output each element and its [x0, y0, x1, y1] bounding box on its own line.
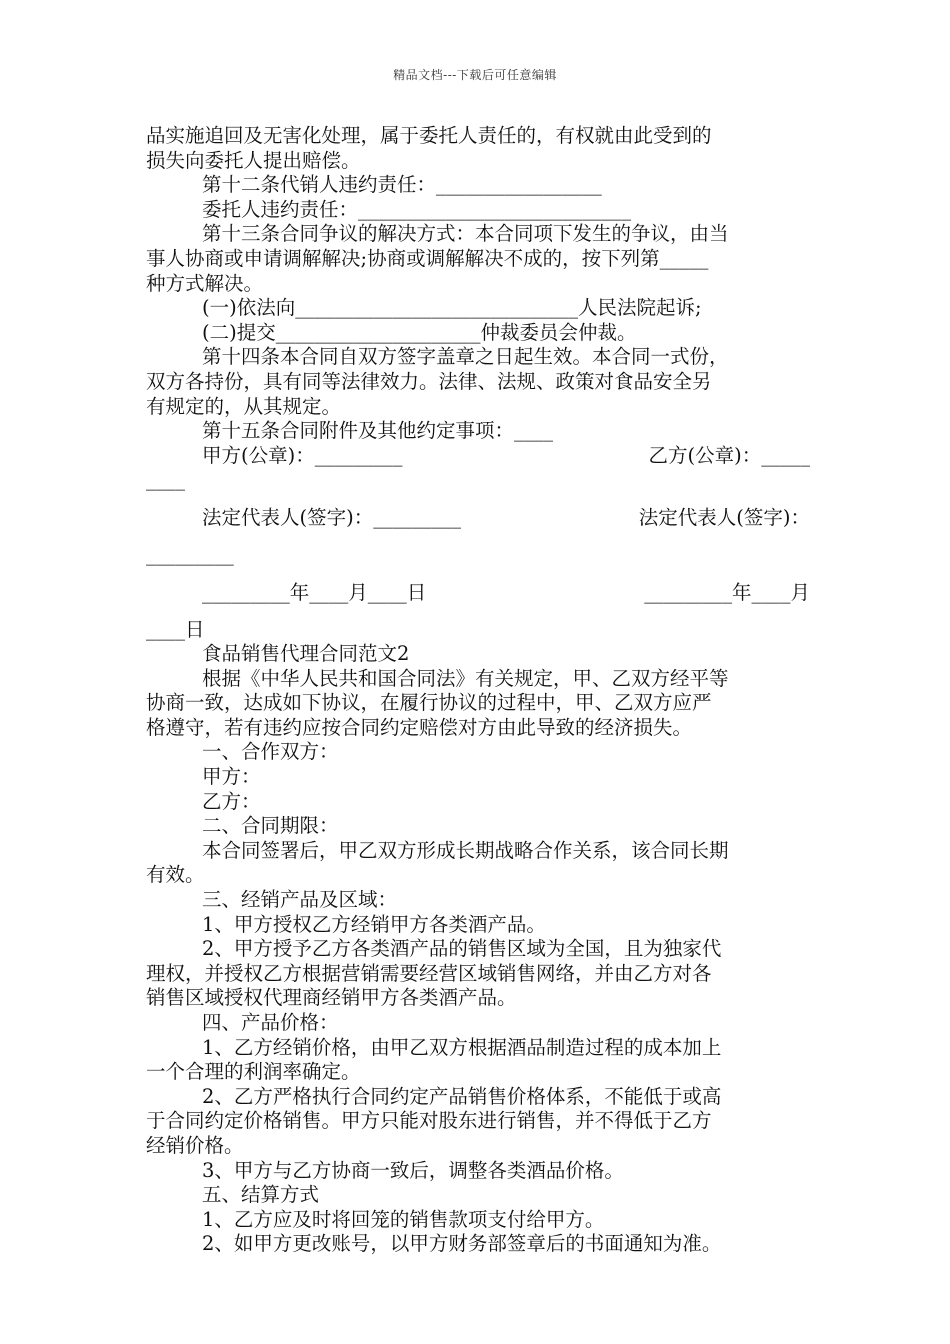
text-line: 甲方：: [202, 765, 261, 789]
text-line: 有规定的，从其规定。: [146, 394, 342, 418]
party-a-date: _________年____月____日: [202, 580, 427, 604]
text-line: 一个合理的利润率确定。: [146, 1060, 361, 1084]
text-line: 销售区域授权代理商经销甲方各类酒产品。: [146, 986, 517, 1010]
text-line: 五、结算方式: [202, 1183, 320, 1207]
party-b-representative: 法定代表人(签字)：: [638, 505, 810, 529]
text-line: 第十三条合同争议的解决方式：本合同项下发生的争议，由当: [202, 222, 729, 246]
text-line: 根据《中华人民共和国合同法》有关规定，甲、乙双方经平等: [202, 666, 729, 690]
text-line: 于合同约定价格销售。甲方只能对股东进行销售，并不得低于乙方: [146, 1109, 712, 1133]
text-line: 协商一致，达成如下协议，在履行协议的过程中，甲、乙双方应严: [146, 691, 712, 715]
text-line: 第十二条代销人违约责任：_________________: [202, 173, 602, 197]
text-line: 1、乙方经销价格，由甲乙双方根据酒品制造过程的成本加上: [202, 1035, 722, 1059]
text-line: 损失向委托人提出赔偿。: [146, 148, 361, 172]
text-line: 2、甲方授予乙方各类酒产品的销售区域为全国，且为独家代: [202, 937, 722, 961]
date-row-continued: ____日: [146, 617, 205, 641]
text-line: 食品销售代理合同范文2: [202, 642, 410, 666]
text-line: 第十五条合同附件及其他约定事项：____: [202, 419, 554, 443]
party-b-date: _________年____月: [644, 580, 810, 604]
seal-row-continued: ____: [146, 468, 185, 492]
text-line: 1、乙方应及时将回笼的销售款项支付给甲方。: [202, 1207, 605, 1231]
text-line: (二)提交_____________________仲裁委员会仲裁。: [202, 320, 637, 344]
text-line: 双方各持份，具有同等法律效力。法律、法规、政策对食品安全另: [146, 369, 712, 393]
text-line: 乙方：: [202, 789, 261, 813]
text-line: 有效。: [146, 863, 205, 887]
text-line: 三、经销产品及区域：: [202, 888, 398, 912]
text-line: 本合同签署后，甲乙双方形成长期战略合作关系，该合同长期: [202, 838, 729, 862]
text-line: 一、合作双方：: [202, 740, 339, 764]
text-line: 理权，并授权乙方根据营销需要经营区域销售网络，并由乙方对各: [146, 961, 712, 985]
text-line: 二、合同期限：: [202, 814, 339, 838]
text-line: 3、甲方与乙方协商一致后，调整各类酒品价格。: [202, 1158, 624, 1182]
party-b-seal: 乙方(公章)：_____: [648, 443, 810, 467]
representative-row-continued: _________: [146, 542, 234, 566]
text-line: 2、如甲方更改账号，以甲方财务部签章后的书面通知为准。: [202, 1232, 722, 1256]
document-body: [146, 124, 810, 1257]
text-line: 2、乙方严格执行合同约定产品销售价格体系，不能低于或高: [202, 1084, 722, 1108]
representative-row: [146, 493, 810, 543]
party-a-seal: 甲方(公章)：_________: [202, 443, 403, 467]
text-line: 第十四条本合同自双方签字盖章之日起生效。本合同一式份，: [202, 345, 729, 369]
text-line: (一)依法向_____________________________人民法院起诉;: [202, 296, 702, 320]
text-line: 四、产品价格：: [202, 1011, 339, 1034]
text-line: 格遵守，若有违约应按合同约定赔偿对方由此导致的经济损失。: [146, 715, 693, 739]
text-line: 1、甲方授权乙方经销甲方各类酒产品。: [202, 912, 546, 936]
text-line: 品实施追回及无害化处理，属于委托人责任的，有权就由此受到的: [146, 124, 712, 147]
signature-block: [146, 444, 810, 642]
date-row: [146, 568, 810, 618]
party-a-representative: 法定代表人(签字)：_________: [202, 505, 461, 529]
text-line: 事人协商或申请调解解决;协商或调解解决不成的，按下列第_____: [146, 246, 709, 270]
seal-row: [146, 444, 810, 469]
text-line: 种方式解决。: [146, 271, 264, 295]
text-line: 委托人违约责任：____________________________: [202, 197, 632, 221]
sample-contract-2: [146, 642, 810, 1257]
contract-clauses: [146, 124, 810, 444]
text-line: 经销价格。: [146, 1133, 244, 1157]
page-header: 精品文档---下载后可任意编辑: [393, 68, 557, 82]
